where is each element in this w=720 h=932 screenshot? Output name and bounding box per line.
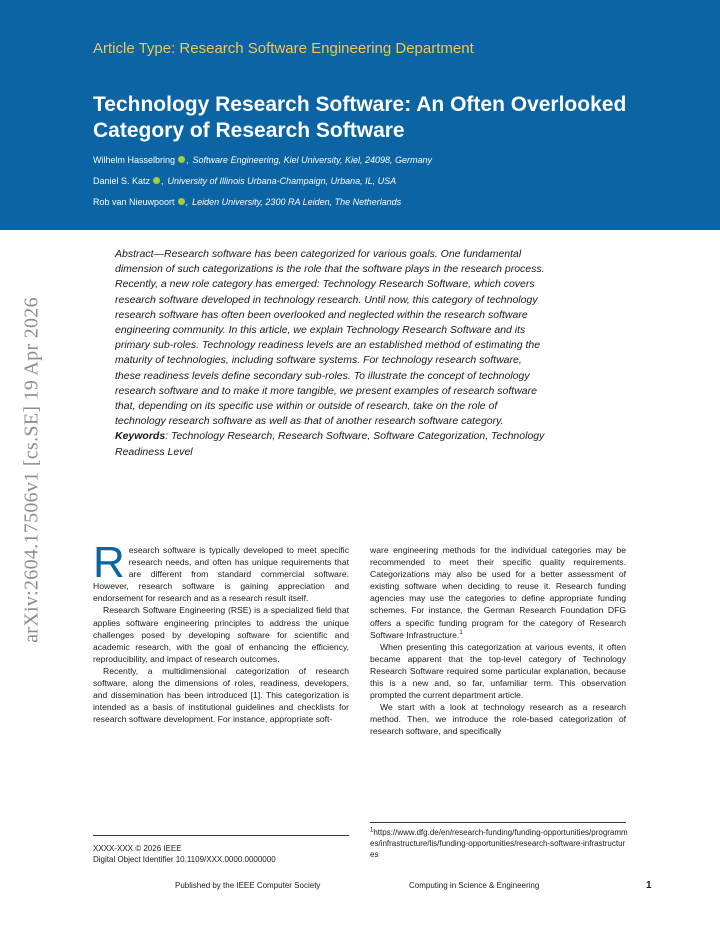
author-separator: , bbox=[161, 176, 164, 186]
author-affiliation: Software Engineering, Kiel University, Kiel, 24098, Germany bbox=[192, 155, 432, 165]
paragraph: Recently, a multidimensional categorization of research software, along the dimensions of roles, readiness, developers, and dissemination has been introduced [1]. This categorization is intended as a basis of institutional guidelines and checklists for research software development. For instance, appropriate soft- bbox=[93, 665, 349, 725]
orcid-icon[interactable] bbox=[178, 156, 185, 163]
keywords-label: Keywords bbox=[115, 430, 166, 443]
page-number: 1 bbox=[646, 880, 652, 891]
author-list bbox=[93, 154, 432, 217]
arxiv-sidebar bbox=[12, 260, 52, 680]
abstract-text: Abstract—Research software has been categorized for various goals. One fundamental dimension of such categorizations is the role that the software plays in the research process. Recently, a new role category has emerged: Technology Research Software, which covers research software developed in technology research. Until now, this category of technology research software has often been overlooked and neglected within the research software engineering community. In this article, we explain Technology Research Software and its primary sub-roles. Technology readiness levels are an established method of estimating the maturity of technologies, including software systems. For technology research software, these readiness levels define secondary sub-roles. To illustrate the concept of technology research software and to make it more tangible, we present examples of research software that, depending on its specific use within or outside of research, take on the role of technology research software as well as that of another research software category. bbox=[115, 248, 545, 428]
author-name: Rob van Nieuwpoort bbox=[93, 197, 175, 207]
article-type: Article Type: Research Software Engineering Department bbox=[93, 40, 474, 57]
paragraph: We start with a look at technology research as a research method. Then, we introduce the role-based categorization of research software, and specifically bbox=[370, 702, 626, 737]
paragraph bbox=[93, 538, 349, 604]
author-name: Wilhelm Hasselbring bbox=[93, 155, 176, 165]
arxiv-identifier: arXiv:2604.17506v1 [cs.SE] 19 Apr 2026 bbox=[20, 297, 43, 643]
footnote-ref[interactable]: 1 bbox=[459, 629, 463, 636]
dropcap: R bbox=[93, 538, 125, 587]
paragraph: Research Software Engineering (RSE) is a specialized field that applies software engineering principles to address the unique challenges posed by developing software for scientific and academic research, with the goal of enhancing the efficiency, reproducibility, and impact of research outcomes. bbox=[93, 605, 349, 664]
header-banner bbox=[0, 0, 720, 230]
publisher: Published by the IEEE Computer Society bbox=[175, 881, 321, 890]
author-line bbox=[93, 175, 432, 196]
author-affiliation: Leiden University, 2300 RA Leiden, The Netherlands bbox=[192, 197, 402, 207]
paragraph-text: ware engineering methods for the individual categories may be recommended to meet their specific quality requirements. Categorizations may also be used for a better assessment of existing software when deciding to reuse it. Research funding agencies may use the categories to define appropriate funding schemes. For instance, the German Research Foundation DFG offers a specific funding program for the category of Research Software Infrastructure. bbox=[370, 545, 626, 640]
copyright-block bbox=[93, 843, 276, 865]
author-line bbox=[93, 196, 432, 217]
author-affiliation: University of Illinois Urbana-Champaign, Urbana, IL, USA bbox=[167, 176, 397, 186]
copyright: XXXX-XXX © 2026 IEEE bbox=[93, 844, 182, 853]
orcid-icon[interactable] bbox=[178, 198, 185, 205]
footnote-url[interactable]: https://www.dfg.de/en/research-funding/funding-opportunities/programmes/infrastructure/lis/funding-opportunities/research-software-infrastructures bbox=[370, 828, 628, 859]
paper-title: Technology Research Software: An Often Overlooked Category of Research Software bbox=[93, 93, 627, 142]
author-separator: , bbox=[186, 155, 189, 165]
footnote-divider bbox=[370, 822, 626, 823]
body-column-left bbox=[93, 538, 349, 725]
abstract bbox=[115, 247, 550, 460]
footer-divider bbox=[93, 835, 349, 836]
doi: Digital Object Identifier 10.1109/XXX.0000.0000000 bbox=[93, 855, 276, 864]
author-separator: , bbox=[185, 197, 189, 207]
paragraph-text: esearch software is typically developed to meet specific research needs, and often has unique requirements that are different from standard commercial software. However, research software is gaining appreciation and endorsement for research and as a research result itself. bbox=[93, 545, 349, 604]
footnote bbox=[370, 827, 628, 860]
body-column-right bbox=[370, 544, 626, 738]
footnote-mark: 1 bbox=[370, 827, 374, 834]
keywords-list: : Technology Research, Research Software, Software Categorization, Technology Readiness Level bbox=[115, 430, 545, 458]
paragraph bbox=[370, 544, 626, 641]
keywords bbox=[115, 429, 550, 459]
author-name: Daniel S. Katz bbox=[93, 176, 151, 186]
paragraph: When presenting this categorization at various events, it often became apparent that the top-level category of Technology Research Software required some particular explanation, because this is a new and, so far, unfamiliar term. This observation prompted the current department article. bbox=[370, 641, 626, 701]
journal-name: Computing in Science & Engineering bbox=[409, 881, 540, 890]
orcid-icon[interactable] bbox=[153, 177, 160, 184]
author-line bbox=[93, 154, 432, 175]
